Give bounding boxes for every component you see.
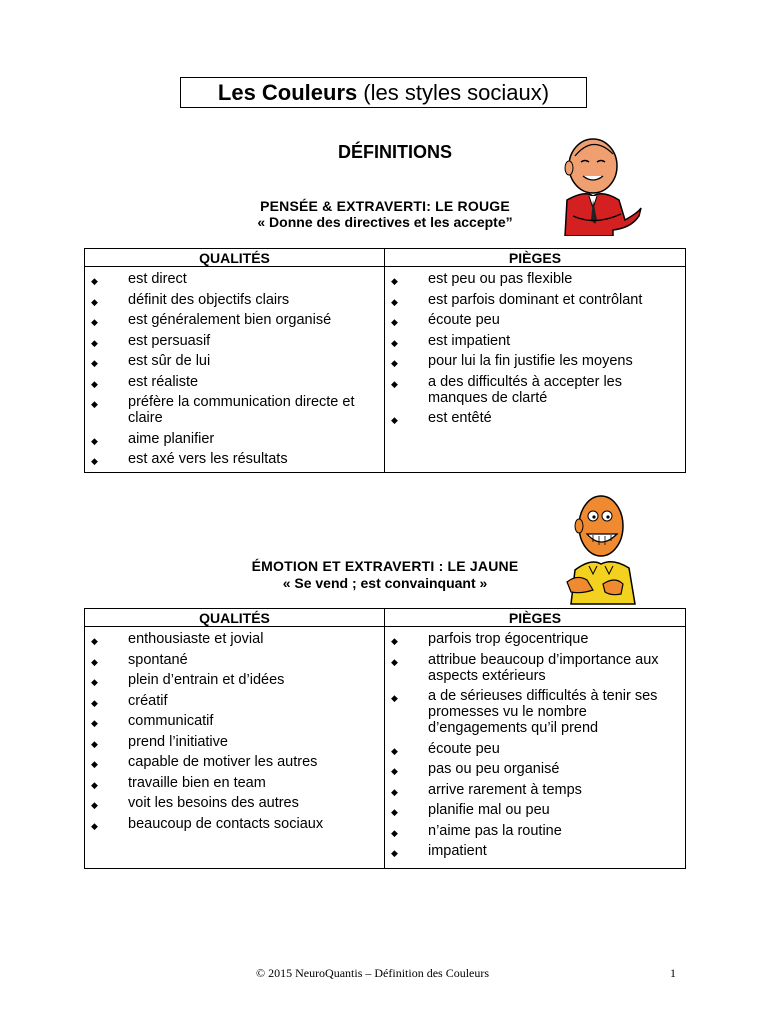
list-item: ◆ beaucoup de contacts sociaux bbox=[91, 815, 324, 832]
list-item: ◆ n’aime pas la routine bbox=[391, 822, 562, 839]
rouge-qualites-header: QUALITÉS bbox=[85, 249, 385, 267]
list-item: ◆ travaille bien en team bbox=[91, 774, 266, 791]
jaune-pieges-header: PIÈGES bbox=[385, 609, 686, 627]
rouge-qualites-list bbox=[85, 271, 384, 467]
rouge-pieges-header: PIÈGES bbox=[385, 249, 686, 267]
rouge-pieges-list bbox=[385, 271, 685, 426]
list-item: ◆ est entêté bbox=[391, 410, 492, 426]
list-item: ◆ est peu ou pas flexible bbox=[391, 271, 573, 287]
section-subtitle-jaune: « Se vend ; est convainquant » bbox=[282, 575, 488, 591]
title-bold: Les Couleurs bbox=[217, 79, 358, 105]
list-item: ◆ aime planifier bbox=[91, 430, 215, 447]
section-subtitle-rouge: « Donne des directives et les accepte” bbox=[257, 214, 513, 230]
list-item: ◆ voit les besoins des autres bbox=[91, 795, 299, 811]
jaune-qualites-header: QUALITÉS bbox=[85, 609, 385, 627]
list-item: ◆ écoute peu bbox=[391, 740, 500, 757]
list-item: ◆ attribue beaucoup d’importance aux aspects extérieurs bbox=[391, 651, 659, 684]
list-item: ◆ planifie mal ou peu bbox=[391, 802, 550, 818]
list-item: ◆ impatient bbox=[391, 843, 487, 859]
list-item: ◆ créatif bbox=[91, 692, 168, 709]
definitions-heading: DÉFINITIONS bbox=[337, 142, 452, 162]
list-item: ◆ communicatif bbox=[91, 713, 214, 729]
list-item: ◆ est axé vers les résultats bbox=[91, 451, 288, 467]
list-item: ◆ est généralement bien organisé bbox=[91, 312, 332, 328]
list-item: ◆ spontané bbox=[91, 651, 188, 668]
list-item: ◆ est réaliste bbox=[91, 373, 199, 390]
list-item: ◆ capable de motiver les autres bbox=[91, 754, 318, 770]
list-item: ◆ est parfois dominant et contrôlant bbox=[391, 291, 643, 308]
jaune-pieges-list bbox=[385, 631, 685, 859]
list-item: ◆ a des difficultés à accepter les manques de clarté bbox=[391, 373, 622, 406]
title-rest: (les styles sociaux) bbox=[363, 79, 550, 105]
list-item: ◆ est sûr de lui bbox=[91, 353, 211, 369]
list-item: ◆ plein d’entrain et d’idées bbox=[91, 672, 285, 688]
list-item: ◆ prend l’initiative bbox=[91, 733, 228, 750]
footer-copyright: © 2015 NeuroQuantis – Définition des Couleurs bbox=[255, 966, 490, 980]
list-item: ◆ pour lui la fin justifie les moyens bbox=[391, 353, 633, 369]
list-item: ◆ enthousiaste et jovial bbox=[91, 631, 264, 647]
list-item: ◆ écoute peu bbox=[391, 312, 500, 328]
page-number: 1 bbox=[670, 966, 676, 980]
document-title bbox=[180, 77, 587, 108]
list-item: ◆ est direct bbox=[91, 271, 187, 287]
list-item: ◆ est persuasif bbox=[91, 332, 211, 349]
rouge-pieges-cell bbox=[385, 267, 686, 473]
section-title-jaune: ÉMOTION ET EXTRAVERTI : LE JAUNE bbox=[251, 558, 519, 574]
jaune-qualites-list bbox=[85, 631, 384, 832]
section-title-rouge: PENSÉE & EXTRAVERTI: LE ROUGE bbox=[260, 198, 510, 214]
rouge-qualites-cell bbox=[85, 267, 385, 473]
jaune-table bbox=[84, 608, 686, 869]
list-item: ◆ est impatient bbox=[391, 332, 511, 349]
list-item: ◆ arrive rarement à temps bbox=[391, 781, 582, 798]
list-item: ◆ préfère la communication directe et claire bbox=[91, 394, 355, 426]
rouge-table bbox=[84, 248, 686, 473]
jaune-qualites-cell bbox=[85, 627, 385, 869]
list-item: ◆ parfois trop égocentrique bbox=[391, 631, 589, 647]
list-item: ◆ a de sérieuses difficultés à tenir ses promesses vu le nombre d’engagements qu’il prend bbox=[391, 688, 658, 736]
list-item: ◆ définit des objectifs clairs bbox=[91, 291, 290, 308]
list-item: ◆ pas ou peu organisé bbox=[391, 761, 560, 777]
jaune-pieges-cell bbox=[385, 627, 686, 869]
